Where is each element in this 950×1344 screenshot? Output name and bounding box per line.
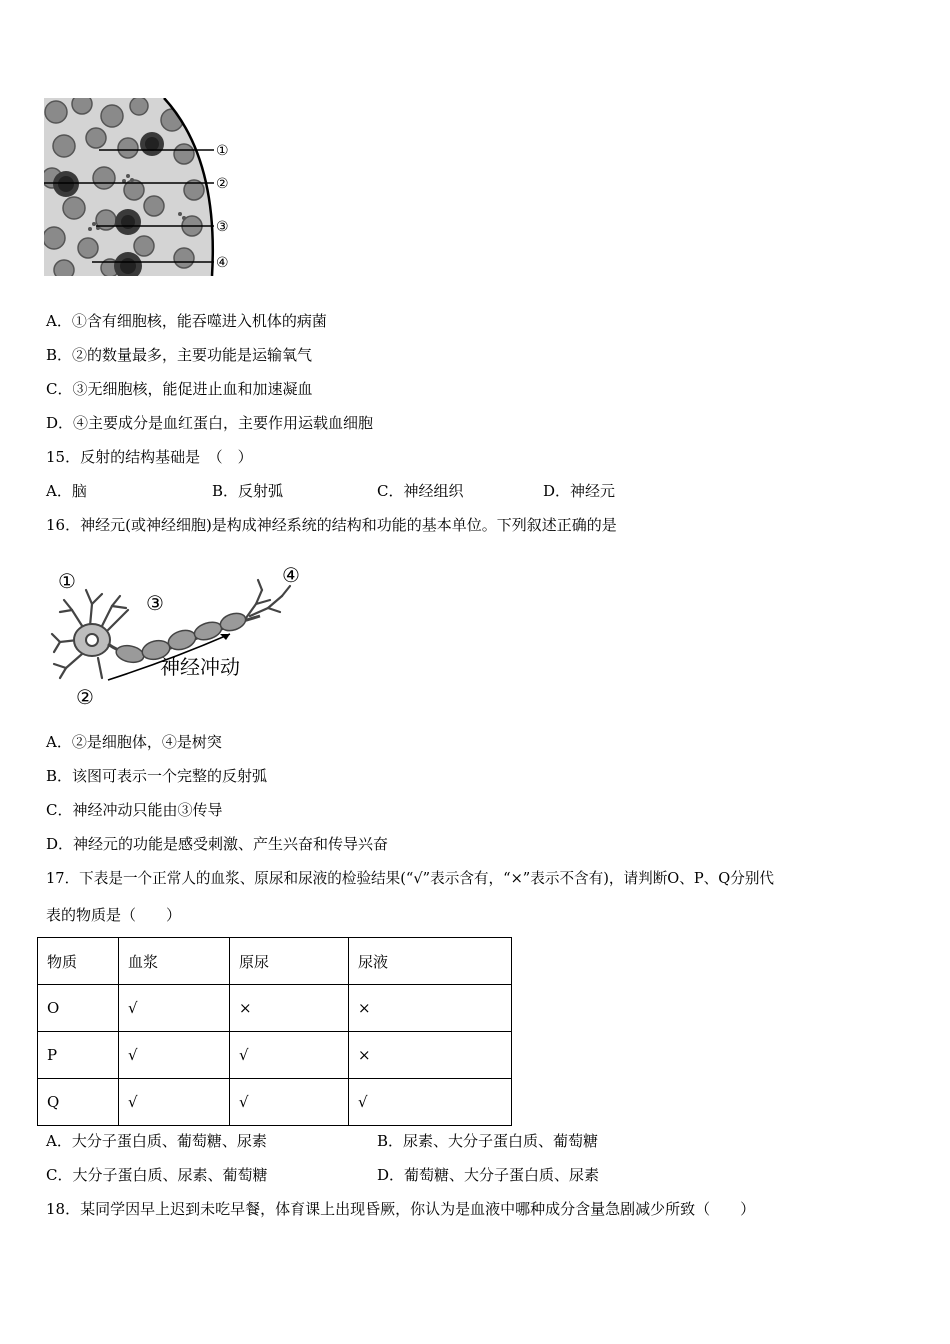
neuron-label-4: ④ [282, 563, 300, 587]
q17-option-d: D．葡萄糖、大分子蛋白质、尿素 [377, 1166, 600, 1184]
q14-option-d: D．④主要成分是血红蛋白，主要作用运载血细胞 [46, 414, 374, 432]
table-header-cell: 原尿 [230, 938, 349, 985]
q16-option-c: C．神经冲动只能由③传导 [46, 801, 223, 819]
nucleus [86, 634, 98, 646]
table-cell: √ [119, 1079, 230, 1126]
q18-stem: 18．某同学因早上迟到未吃早餐，体育课上出现昏厥，你认为是血液中哪种成分含量急剧减少所致（ ） [46, 1200, 756, 1218]
table-header-cell: 物质 [38, 938, 119, 985]
figure1-label-3: ③ [216, 219, 229, 235]
q17-stem-line2: 表的物质是（ ） [46, 906, 182, 924]
table-cell: O [38, 985, 119, 1032]
table-header-cell: 尿液 [349, 938, 512, 985]
neuron-label-2: ② [76, 685, 94, 709]
q16-option-b: B．该图可表示一个完整的反射弧 [46, 767, 268, 785]
q16-option-d: D．神经元的功能是感受刺激、产生兴奋和传导兴奋 [46, 835, 389, 853]
figure1-label-4: ④ [216, 255, 229, 271]
table-row [38, 985, 512, 1032]
neuron-figure [50, 560, 310, 710]
q17-results-table [37, 937, 512, 1126]
table-row [38, 1032, 512, 1079]
q17-option-a: A．大分子蛋白质、葡萄糖、尿素 [46, 1132, 267, 1150]
table-cell: √ [230, 1032, 349, 1079]
table-cell: × [349, 985, 512, 1032]
table-cell: × [349, 1032, 512, 1079]
table-cell: P [38, 1032, 119, 1079]
q14-option-a: A．①含有细胞核，能吞噬进入机体的病菌 [46, 312, 327, 330]
figure1-label-2: ② [216, 176, 229, 192]
neuron-label-3: ③ [146, 591, 164, 615]
q15-option-a: A．脑 [46, 482, 87, 500]
q17-stem-line1: 17．下表是一个正常人的血浆、原尿和尿液的检验结果(“√”表示含有，“×”表示不含有)，请判断O、P、Q分别代 [46, 870, 775, 887]
q15-option-c: C．神经组织 [377, 482, 464, 500]
q17-option-b: B．尿素、大分子蛋白质、葡萄糖 [377, 1132, 599, 1150]
table-cell: × [230, 985, 349, 1032]
table-header-cell: 血浆 [119, 938, 230, 985]
q14-option-c: C．③无细胞核，能促进止血和加速凝血 [46, 380, 313, 398]
table-cell: √ [230, 1079, 349, 1126]
nerve-impulse-caption: 神经冲动 [160, 655, 240, 679]
table-cell: Q [38, 1079, 119, 1126]
q16-stem: 16．神经元(或神经细胞)是构成神经系统的结构和功能的基本单位。下列叙述正确的是 [46, 516, 617, 534]
table-cell: √ [119, 1032, 230, 1079]
table-cell: √ [119, 985, 230, 1032]
q14-option-b: B．②的数量最多，主要功能是运输氧气 [46, 346, 313, 364]
neuron-label-1: ① [58, 569, 76, 593]
table-header-row [38, 938, 512, 985]
q17-option-c: C．大分子蛋白质、尿素、葡萄糖 [46, 1166, 268, 1184]
q15-stem: 15．反射的结构基础是 （ ） [46, 448, 253, 466]
figure1-label-1: ① [216, 143, 229, 159]
table-cell: √ [349, 1079, 512, 1126]
blood-smear-figure [44, 98, 234, 276]
q15-option-d: D．神经元 [543, 482, 616, 500]
q16-option-a: A．②是细胞体，④是树突 [46, 733, 222, 751]
blood-smear-micrograph [44, 98, 234, 276]
q15-option-b: B．反射弧 [212, 482, 284, 500]
table-row [38, 1079, 512, 1126]
